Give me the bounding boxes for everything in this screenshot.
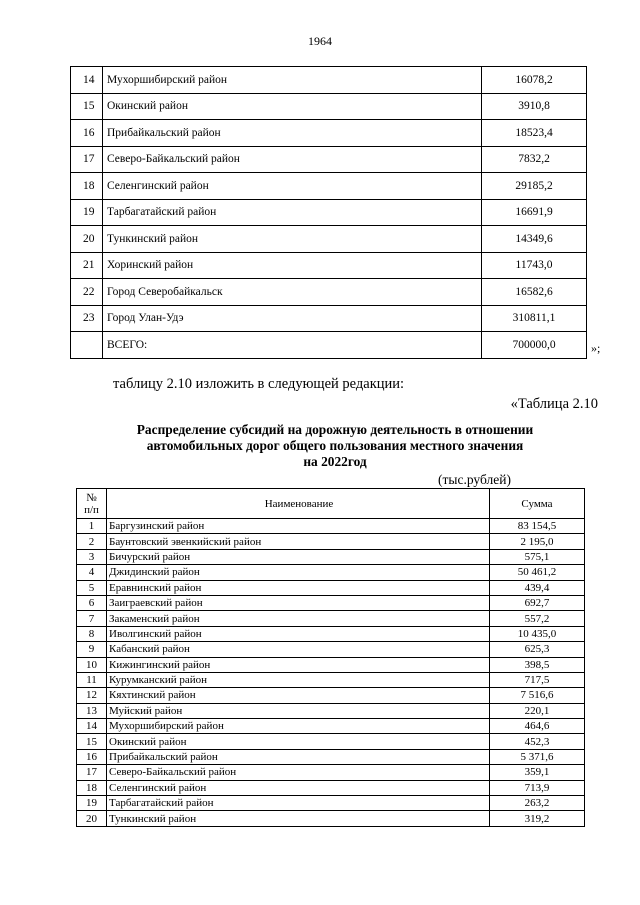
row-name: Джидинский район bbox=[107, 565, 490, 580]
row-sum: 50 461,2 bbox=[490, 565, 585, 580]
row-number: 20 bbox=[77, 811, 107, 826]
row-sum: 16582,6 bbox=[482, 279, 587, 306]
row-name: Кяхтинский район bbox=[107, 688, 490, 703]
table-row bbox=[77, 765, 585, 780]
row-name: Город Улан-Удэ bbox=[103, 305, 482, 332]
table-row bbox=[77, 703, 585, 718]
row-name: Тункинский район bbox=[103, 226, 482, 253]
row-number: 14 bbox=[71, 67, 103, 94]
row-number: 17 bbox=[71, 146, 103, 173]
header-name: Наименование bbox=[107, 489, 490, 519]
row-sum: 3910,8 bbox=[482, 93, 587, 120]
row-number: 1 bbox=[77, 519, 107, 534]
row-sum: 452,3 bbox=[490, 734, 585, 749]
table-title-line: автомобильных дорог общего пользования местного значения bbox=[146, 438, 524, 453]
row-name: Город Северобайкальск bbox=[103, 279, 482, 306]
table-row bbox=[71, 332, 587, 359]
row-name: Кабанский район bbox=[107, 642, 490, 657]
row-sum: 220,1 bbox=[490, 703, 585, 718]
row-name: Бичурский район bbox=[107, 549, 490, 564]
subsidy-table bbox=[76, 488, 585, 827]
row-number: 6 bbox=[77, 595, 107, 610]
row-sum: 692,7 bbox=[490, 595, 585, 610]
table-row bbox=[77, 672, 585, 687]
table-header-row bbox=[77, 489, 585, 519]
row-number: 17 bbox=[77, 765, 107, 780]
row-sum: 263,2 bbox=[490, 796, 585, 811]
row-sum: 2 195,0 bbox=[490, 534, 585, 549]
row-number: 8 bbox=[77, 626, 107, 641]
table-row bbox=[71, 279, 587, 306]
row-name: Муйский район bbox=[107, 703, 490, 718]
table-row bbox=[77, 611, 585, 626]
row-number: 19 bbox=[77, 796, 107, 811]
row-sum: 7832,2 bbox=[482, 146, 587, 173]
row-number: 21 bbox=[71, 252, 103, 279]
table-row bbox=[77, 734, 585, 749]
row-number: 4 bbox=[77, 565, 107, 580]
row-sum: 7 516,6 bbox=[490, 688, 585, 703]
row-name: Баргузинский район bbox=[107, 519, 490, 534]
row-sum: 11743,0 bbox=[482, 252, 587, 279]
row-sum: 713,9 bbox=[490, 780, 585, 795]
table-row bbox=[71, 199, 587, 226]
row-number: 18 bbox=[71, 173, 103, 200]
row-number: 15 bbox=[71, 93, 103, 120]
row-sum: 717,5 bbox=[490, 672, 585, 687]
row-sum: 29185,2 bbox=[482, 173, 587, 200]
table-label: «Таблица 2.10 bbox=[510, 396, 598, 412]
previous-table bbox=[70, 66, 587, 359]
table-row bbox=[77, 749, 585, 764]
table-row bbox=[77, 519, 585, 534]
row-name: Заиграевский район bbox=[107, 595, 490, 610]
row-number: 13 bbox=[77, 703, 107, 718]
row-number: 20 bbox=[71, 226, 103, 253]
row-name: Северо-Байкальский район bbox=[103, 146, 482, 173]
table-row bbox=[77, 811, 585, 826]
row-number: 19 bbox=[71, 199, 103, 226]
row-name: ВСЕГО: bbox=[103, 332, 482, 359]
row-name: Баунтовский эвенкийский район bbox=[107, 534, 490, 549]
row-number: 14 bbox=[77, 719, 107, 734]
table-row bbox=[77, 565, 585, 580]
row-sum: 557,2 bbox=[490, 611, 585, 626]
table-title-line: на 2022год bbox=[303, 454, 367, 469]
row-name: Тарбагатайский район bbox=[107, 796, 490, 811]
table-row bbox=[71, 252, 587, 279]
table-row bbox=[77, 719, 585, 734]
row-number: 2 bbox=[77, 534, 107, 549]
row-name: Тарбагатайский район bbox=[103, 199, 482, 226]
row-name: Северо-Байкальский район bbox=[107, 765, 490, 780]
table-row bbox=[77, 534, 585, 549]
row-name: Селенгинский район bbox=[103, 173, 482, 200]
row-sum: 14349,6 bbox=[482, 226, 587, 253]
row-number: 16 bbox=[71, 120, 103, 147]
row-name: Окинский район bbox=[107, 734, 490, 749]
row-sum: 575,1 bbox=[490, 549, 585, 564]
table-title bbox=[80, 422, 590, 470]
table-row bbox=[71, 305, 587, 332]
row-number: 3 bbox=[77, 549, 107, 564]
table-row bbox=[77, 626, 585, 641]
table-row bbox=[71, 67, 587, 94]
row-name: Мухоршибирский район bbox=[103, 67, 482, 94]
row-number: 7 bbox=[77, 611, 107, 626]
row-number: 22 bbox=[71, 279, 103, 306]
previous-table-body bbox=[71, 67, 587, 359]
row-sum: 439,4 bbox=[490, 580, 585, 595]
row-number: 9 bbox=[77, 642, 107, 657]
row-number: 10 bbox=[77, 657, 107, 672]
table-row bbox=[77, 642, 585, 657]
row-name: Еравнинский район bbox=[107, 580, 490, 595]
row-name: Прибайкальский район bbox=[107, 749, 490, 764]
row-name: Мухоршибирский район bbox=[107, 719, 490, 734]
subsidy-table-body bbox=[77, 519, 585, 827]
row-name: Кижингинский район bbox=[107, 657, 490, 672]
row-name: Хоринский район bbox=[103, 252, 482, 279]
row-sum: 625,3 bbox=[490, 642, 585, 657]
table-row bbox=[71, 120, 587, 147]
row-name: Прибайкальский район bbox=[103, 120, 482, 147]
row-name: Селенгинский район bbox=[107, 780, 490, 795]
table-row bbox=[71, 226, 587, 253]
header-number-line: № bbox=[86, 491, 97, 504]
row-name: Закаменский район bbox=[107, 611, 490, 626]
row-number bbox=[71, 332, 103, 359]
row-sum: 16078,2 bbox=[482, 67, 587, 94]
header-number bbox=[77, 489, 107, 519]
table-title-line: Распределение субсидий на дорожную деятельность в отношении bbox=[136, 422, 534, 437]
row-sum: 700000,0 bbox=[482, 332, 587, 359]
table-closing-mark: »; bbox=[591, 341, 601, 355]
page-number: 1964 bbox=[308, 34, 332, 48]
row-sum: 83 154,5 bbox=[490, 519, 585, 534]
table-row bbox=[77, 688, 585, 703]
header-sum: Сумма bbox=[490, 489, 585, 519]
table-row bbox=[71, 146, 587, 173]
row-number: 18 bbox=[77, 780, 107, 795]
row-sum: 310811,1 bbox=[482, 305, 587, 332]
row-name: Тункинский район bbox=[107, 811, 490, 826]
table-row bbox=[77, 580, 585, 595]
table-row bbox=[77, 796, 585, 811]
row-name: Курумканский район bbox=[107, 672, 490, 687]
row-number: 23 bbox=[71, 305, 103, 332]
table-row bbox=[77, 657, 585, 672]
table-row bbox=[77, 595, 585, 610]
row-sum: 18523,4 bbox=[482, 120, 587, 147]
row-number: 12 bbox=[77, 688, 107, 703]
table-row bbox=[77, 549, 585, 564]
table-row bbox=[71, 93, 587, 120]
row-sum: 319,2 bbox=[490, 811, 585, 826]
table-row bbox=[77, 780, 585, 795]
units-label: (тыс.рублей) bbox=[438, 472, 511, 487]
row-number: 5 bbox=[77, 580, 107, 595]
row-number: 16 bbox=[77, 749, 107, 764]
row-sum: 10 435,0 bbox=[490, 626, 585, 641]
row-sum: 359,1 bbox=[490, 765, 585, 780]
row-sum: 464,6 bbox=[490, 719, 585, 734]
row-sum: 5 371,6 bbox=[490, 749, 585, 764]
intro-text: таблицу 2.10 изложить в следующей редакции: bbox=[113, 376, 405, 392]
header-number-line: п/п bbox=[84, 503, 99, 516]
row-sum: 398,5 bbox=[490, 657, 585, 672]
row-number: 11 bbox=[77, 672, 107, 687]
row-name: Иволгинский район bbox=[107, 626, 490, 641]
table-row bbox=[71, 173, 587, 200]
row-number: 15 bbox=[77, 734, 107, 749]
row-name: Окинский район bbox=[103, 93, 482, 120]
row-sum: 16691,9 bbox=[482, 199, 587, 226]
